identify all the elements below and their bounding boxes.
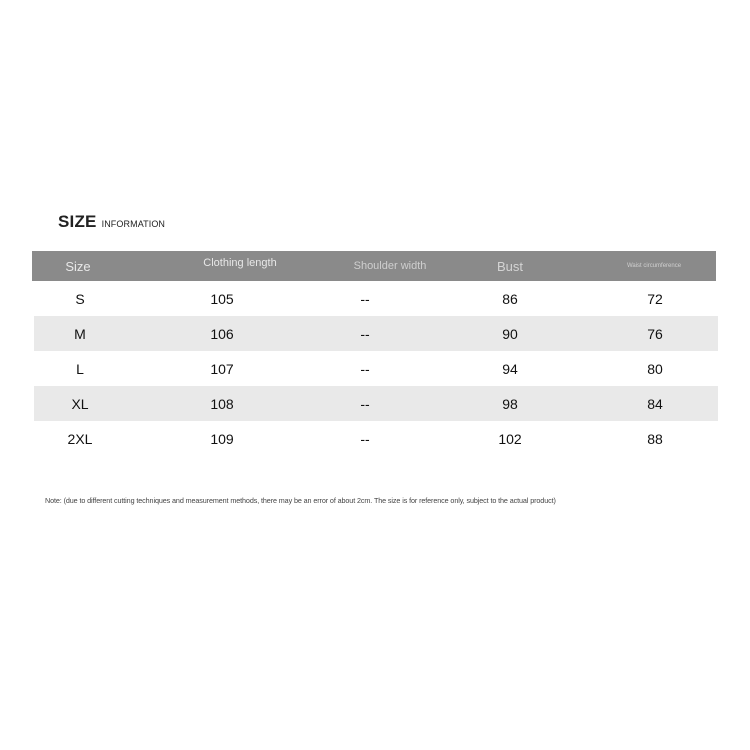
cell-bust: 90 — [502, 325, 518, 342]
cell-shoulder: -- — [360, 290, 370, 307]
size-information-title — [58, 212, 165, 234]
table-row — [34, 351, 718, 386]
title-main: SIZE — [58, 212, 97, 231]
cell-shoulder: -- — [360, 325, 370, 342]
table-row — [34, 316, 718, 351]
header-waist: Waist circumference — [626, 263, 682, 269]
cell-length: 109 — [210, 430, 234, 447]
cell-size: L — [76, 360, 84, 377]
cell-bust: 94 — [502, 360, 518, 377]
cell-waist: 80 — [647, 360, 663, 377]
header-shoulder-width: Shoulder width — [353, 260, 427, 272]
size-table — [32, 251, 718, 456]
cell-bust: 102 — [498, 430, 522, 447]
cell-shoulder: -- — [360, 395, 370, 412]
cell-size: S — [75, 290, 85, 307]
table-row — [34, 281, 718, 316]
table-row — [34, 421, 718, 456]
cell-bust: 86 — [502, 290, 518, 307]
cell-length: 108 — [210, 395, 234, 412]
cell-waist: 72 — [647, 290, 663, 307]
header-bust: Bust — [496, 258, 523, 274]
cell-length: 105 — [210, 290, 234, 307]
cell-length: 106 — [210, 325, 234, 342]
cell-length: 107 — [210, 360, 234, 377]
cell-shoulder: -- — [360, 360, 370, 377]
header-clothing-length: Clothing length — [203, 257, 277, 269]
cell-bust: 98 — [502, 395, 518, 412]
title-sub: INFORMATION — [101, 219, 166, 229]
table-row — [34, 386, 718, 421]
cell-size: 2XL — [67, 430, 93, 447]
cell-waist: 76 — [647, 325, 663, 342]
cell-waist: 84 — [647, 395, 663, 412]
table-header — [32, 251, 716, 281]
cell-waist: 88 — [647, 430, 663, 447]
cell-size: M — [74, 325, 86, 342]
header-size: Size — [65, 258, 91, 274]
cell-size: XL — [71, 395, 89, 412]
cell-shoulder: -- — [360, 430, 370, 447]
measurement-note: Note: (due to different cutting techniques and measurement methods, there may be an error of about 2cm. The size is for reference only, subject to the actual product) — [45, 496, 556, 505]
